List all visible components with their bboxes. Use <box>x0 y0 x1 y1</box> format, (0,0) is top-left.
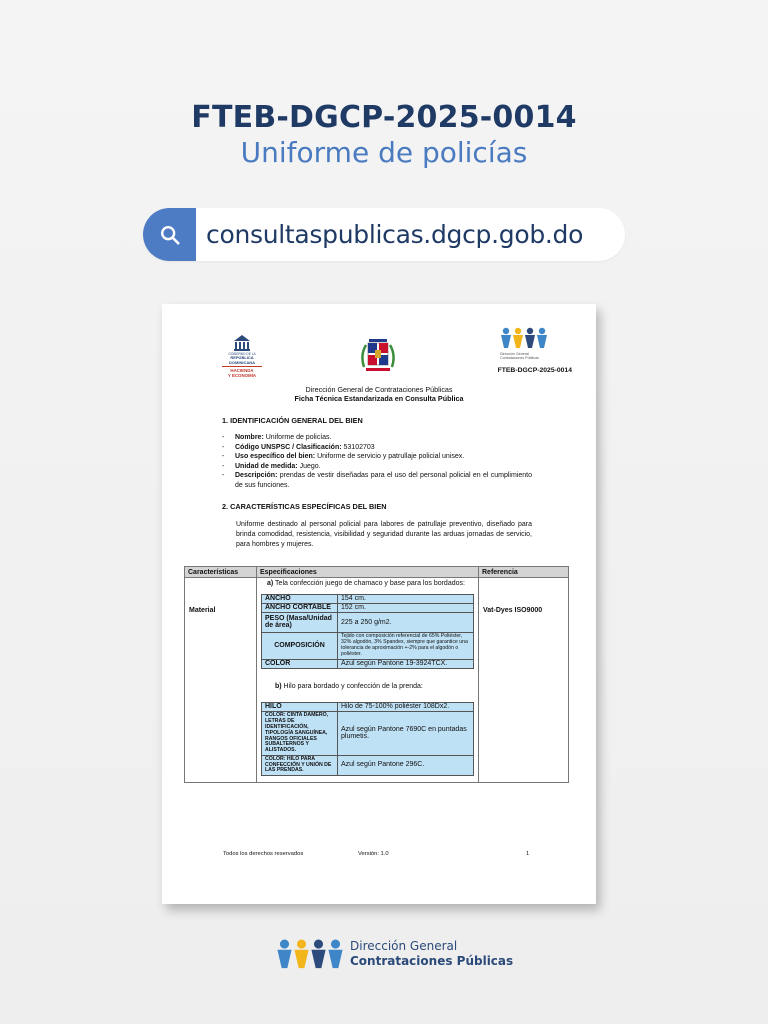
table-row: ANCHO 154 cm. <box>262 594 474 603</box>
logo-left-line3: DOMINICANA <box>229 359 255 365</box>
logo-right-line1: Dirección General <box>500 352 529 356</box>
logo-left-line2: REPÚBLICA <box>230 355 254 360</box>
search-icon <box>159 224 181 246</box>
hacienda-logo <box>218 334 266 378</box>
table-row: COLOR: HILO PARA CONFECCIÓN Y UNIÓN DE LAS PRENDAS. Azul según Pantone 296C. <box>262 755 474 775</box>
logo-left-line1: GOBIERNO DE LA <box>228 352 256 356</box>
dgcp-logo-top <box>500 326 560 360</box>
logo-right-line2: Contrataciones Públicas <box>500 356 539 361</box>
dgcp-people-icon <box>500 326 548 350</box>
logo-left-line5: Y ECONOMÍA <box>227 373 257 379</box>
section2-title: 2. CARACTERÍSTICAS ESPECÍFICAS DEL BIEN <box>222 502 387 511</box>
table-row: PESO (Masa/Unidad de área) 225 a 250 g/m2. <box>262 613 474 633</box>
table-row: ANCHO CORTABLE 152 cm. <box>262 603 474 612</box>
table-row: HILO Hilo de 75-100% poliéster 108Dx2. <box>262 702 474 711</box>
footer-version: Versión: 1.0 <box>358 851 389 857</box>
table-row: COMPOSICIÓN Tejido con composición referencial de 65% Poliéster, 32% algodón, 3% Spandex, siempre que garantice una tolerancia de aproximación +-2% para el algodón o poliéster. <box>262 633 474 659</box>
dgcp-people-icon <box>276 937 344 971</box>
page-title: FTEB-DGCP-2025-0014 <box>191 100 577 135</box>
table-header-characteristics: Características <box>185 567 257 578</box>
search-url[interactable]: consultaspublicas.dgcp.gob.do <box>206 220 584 249</box>
row-label-material: Material <box>185 578 257 783</box>
table-header-reference: Referencia <box>479 567 569 578</box>
footer-rights: Todos los derechos reservados <box>223 851 304 857</box>
part-b-title: b) Hilo para bordado y confección de la prenda: <box>275 682 423 690</box>
footer-logo-line1: Dirección General <box>350 939 458 953</box>
section2-description: Uniforme destinado al personal policial para labores de patrullaje preventivo, diseñado para brinda comodidad, resistencia, visibilidad y seguridad durante las arduas jornadas de servicio, para hombres y mujeres. <box>236 521 532 548</box>
specifications-cell <box>257 578 479 783</box>
document-code: FTEB-DGCP-2025-0014 <box>497 367 572 374</box>
table-row: COLOR: CINTA DAMERO, LETRAS DE IDENTIFICACIÓN, TIPOLOGÍA SANGUÍNEA, RANGOS OFICIALES SUBALTERNOS Y ALISTADOS. Azul según Pantone 7690C en puntadas plumetis. <box>262 712 474 756</box>
item-list: - Nombre: Uniforme de policías. - Código UNSPSC / Clasificación: 53102703 - Uso específico del bien: Uniforme de servicio y patrullaje policial unisex. - Unidad de medida: Juego. - Descripción: prendas de vestir diseñadas para el uso del personal policial en el cumplimiento de sus funciones. <box>222 434 532 489</box>
section1-title: 1. IDENTIFICACIÓN GENERAL DEL BIEN <box>222 416 363 425</box>
document-heading-title: Ficha Técnica Estandarizada en Consulta Pública <box>294 394 464 403</box>
fabric-spec-table <box>261 594 474 669</box>
part-a-title: a) Tela confección juego de chamaco y base para los bordados: <box>267 580 465 587</box>
table-header-specifications: Especificaciones <box>257 567 479 578</box>
government-building-icon <box>232 334 252 352</box>
logo-left-line4: HACIENDA <box>230 368 254 374</box>
footer-page-number: 1 <box>526 851 530 857</box>
footer-logo-line2: Contrataciones Públicas <box>350 954 514 968</box>
reference-cell: Vat-Dyes ISO9000 <box>479 578 569 783</box>
search-button[interactable] <box>143 208 196 261</box>
page-subtitle: Uniforme de policías <box>240 136 528 169</box>
document-heading-org: Dirección General de Contrataciones Públicas <box>305 385 453 394</box>
specifications-table <box>184 566 569 783</box>
thread-spec-table <box>261 702 474 776</box>
dgcp-logo-footer <box>276 937 513 971</box>
document-preview <box>162 304 596 904</box>
search-bar[interactable] <box>143 208 625 261</box>
table-row: COLOR Azul según Pantone 19-3924TCX. <box>262 659 474 668</box>
coat-of-arms-icon <box>360 337 396 375</box>
